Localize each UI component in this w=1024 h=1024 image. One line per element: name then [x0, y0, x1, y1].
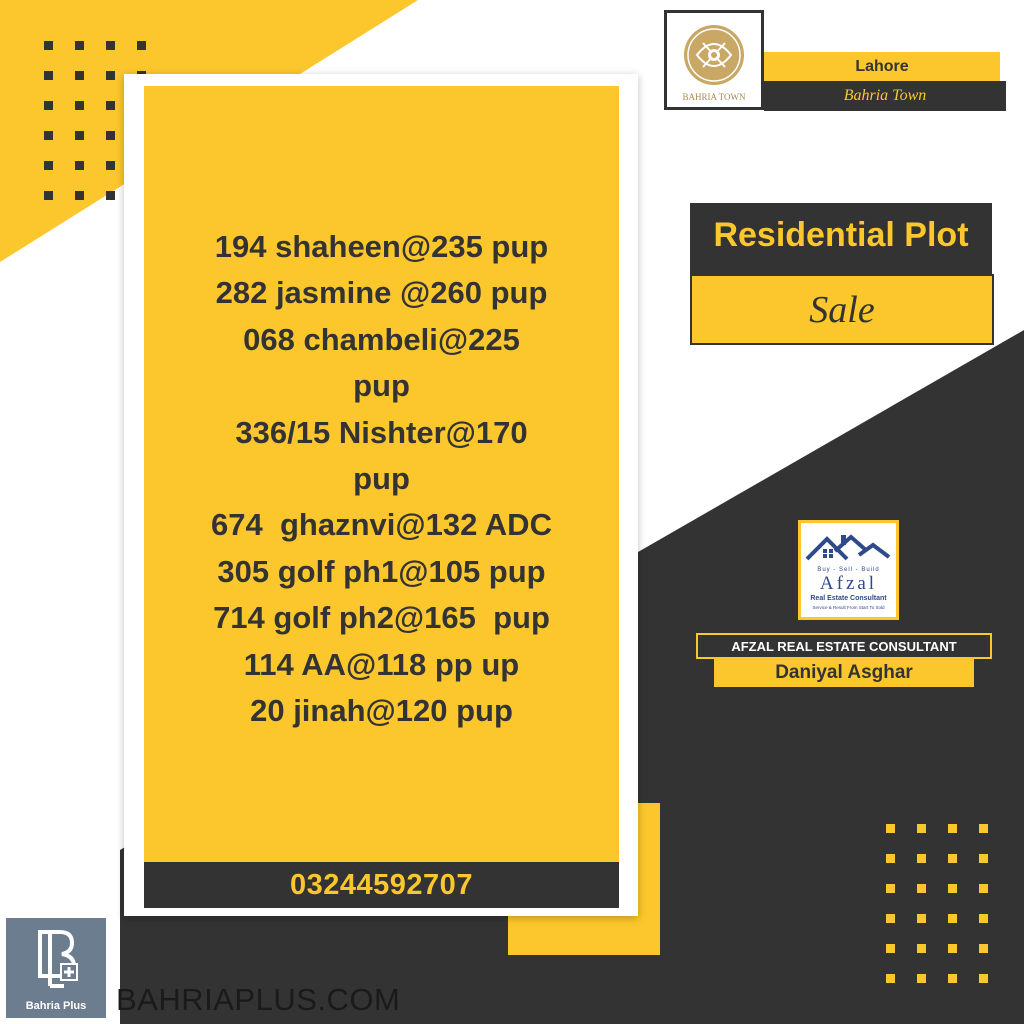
headline-title-box: [690, 203, 992, 274]
city-label: Lahore: [764, 52, 1000, 81]
listing-line: 714 golf ph2@165 pup: [213, 600, 550, 636]
headline-subtitle-box: [690, 274, 994, 345]
phone-bar: [144, 862, 619, 908]
afzal-logo-motto: Service & Result From Start To Sold: [812, 605, 885, 610]
listing-line: 114 AA@118 pp up: [243, 646, 520, 682]
project-label: Bahria Town: [764, 81, 1006, 111]
afzal-logo-subtitle: Real Estate Consultant: [810, 595, 887, 602]
bahria-plus-logo: [6, 918, 106, 1018]
listing-line: 20 jinah@120 pup: [250, 693, 513, 729]
listing-line: 282 jasmine @260 pup: [215, 275, 548, 311]
listing-line: 194 shaheen@235 pup: [214, 229, 549, 264]
afzal-logo-name: Afzal: [819, 573, 878, 594]
bahria-town-logo: [664, 10, 764, 110]
listing-line: 336/15 Nishter@170: [235, 414, 528, 450]
agent-name: Daniyal Asghar: [714, 659, 974, 687]
bahria-plus-mark-icon: [34, 928, 80, 990]
headline-subtitle: Sale: [809, 288, 875, 331]
afzal-logo-tagline: Buy - Sell - Build: [817, 567, 880, 573]
bahria-plus-label: Bahria Plus: [25, 1000, 87, 1012]
phone-number[interactable]: 03244592707: [290, 868, 473, 901]
listing-line: 674 ghaznvi@132 ADC: [211, 507, 552, 543]
decorative-dots-bottom-right: [886, 824, 988, 983]
website-link[interactable]: BAHRIAPLUS.COM: [116, 982, 401, 1017]
listing-line: 305 golf ph1@105 pup: [217, 553, 546, 589]
bahria-logo-caption: BAHRIA TOWN: [682, 92, 746, 102]
bahria-emblem-icon: [667, 13, 761, 93]
listing-line: 068 chambeli@225: [243, 321, 520, 357]
plot-listing: [144, 224, 619, 734]
house-roofline-icon: [801, 523, 896, 567]
afzal-logo: [798, 520, 899, 620]
listing-line: pup: [353, 461, 410, 497]
consultant-company: AFZAL REAL ESTATE CONSULTANT: [696, 633, 992, 659]
listing-line: pup: [353, 368, 410, 404]
headline-title: Residential Plot: [713, 216, 969, 254]
